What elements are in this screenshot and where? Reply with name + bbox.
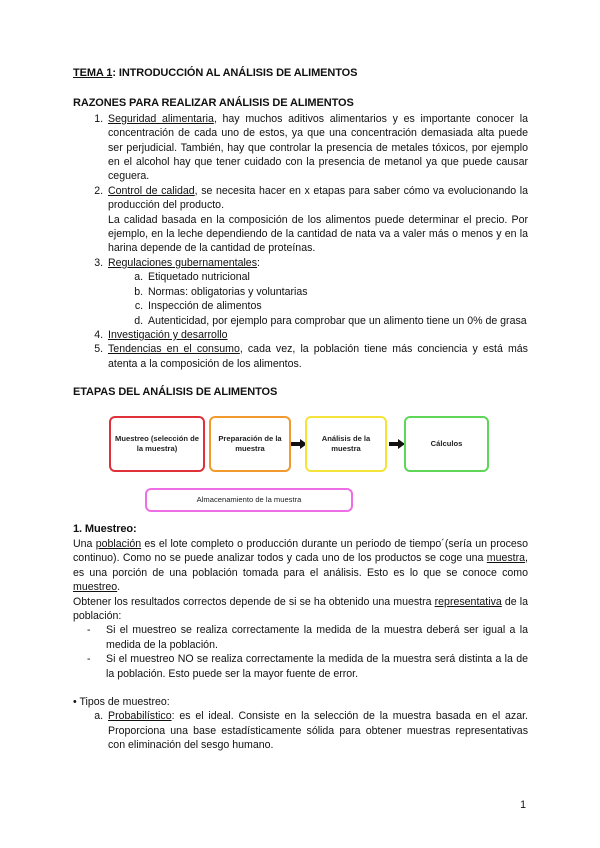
sub-item: a. Etiquetado nutricional: [146, 270, 528, 284]
list-item: [106, 709, 528, 752]
item-text: , hay muchos aditivos alimentarios y es importante conocer la concentración de cada uno de estos, ya que una concentración demasiada alta puede ser perjudicial. También, hay que controlar la presencia de metales tóxicos, por ejemplo en el alcohol hay que tener cuidado con la presencia de metanol ya que puede causar ceguera.: [108, 112, 528, 183]
flow-box-muestreo: Muestreo (selección de la muestra): [109, 416, 205, 472]
flow-box-preparacion: Preparación de la muestra: [209, 416, 291, 472]
flow-box-almacenamiento: Almacenamiento de la muestra: [145, 488, 353, 512]
tipos-heading: • Tipos de muestreo:: [73, 696, 170, 708]
list-item: [106, 342, 528, 371]
term-poblacion: población: [95, 537, 142, 550]
sub-item: d. Autenticidad, por ejemplo para comprobar que un alimento tiene un 0% de grasa: [146, 314, 528, 328]
term-muestra: muestra: [486, 552, 526, 565]
razones-heading: RAZONES PARA REALIZAR ANÁLISIS DE ALIMENTOS: [73, 97, 354, 110]
term-muestreo: muestreo: [73, 581, 118, 594]
title-rest: : INTRODUCCIÓN AL ANÁLISIS DE ALIMENTOS: [112, 67, 358, 79]
razones-list: [73, 112, 528, 371]
item-term: Seguridad alimentaria: [108, 112, 214, 125]
term-representativa: representativa: [434, 595, 502, 608]
sub-item: b. Normas: obligatorias y voluntarias: [146, 285, 528, 299]
document-page: [73, 66, 528, 753]
flow-box-calculos: Cálculos: [404, 416, 489, 472]
list-item: [106, 256, 528, 328]
etapas-flow-diagram: [73, 408, 528, 520]
item-text: La calidad basada en la composición de los alimentos puede determinar el precio. Por ejemplo, en la leche dependiendo de la cantidad de nata va a valer más o menos y en la harina depende de la cantidad de proteínas.: [108, 213, 528, 255]
item-term: Investigación y desarrollo: [108, 328, 228, 341]
regulaciones-sublist: [108, 270, 528, 328]
item-text: : es el ideal. Consiste en la selección de la muestra basada en el azar. Proporciona una base estadísticamente sólida para obtener muestras representativas con eliminación del sesgo humano.: [108, 710, 528, 752]
sub-item: c. Inspección de alimentos: [146, 299, 528, 313]
item-text: :: [257, 256, 260, 269]
muestreo-dash-list: [73, 623, 528, 681]
muestreo-paragraph-1: Una población es el lote completo o producción durante un periodo de tiempo´(sería un proceso continuo). Como no se puede analizar todos y cada uno de los productos se coge una muestra, es una porción de una población tomada para el análisis. Esto es lo que se conoce como muestreo.: [73, 537, 528, 594]
title-prefix: TEMA 1: [73, 67, 113, 79]
document-title: [73, 66, 528, 80]
item-term: Tendencias en el consumo: [108, 343, 240, 356]
arrow-right-icon: [389, 439, 405, 449]
list-item: - Si el muestreo se realiza correctamente la medida de la muestra deberá ser igual a la medida de la población.: [106, 623, 528, 652]
list-item: [106, 184, 528, 256]
tipos-list: [73, 709, 528, 752]
muestreo-paragraph-2: Obtener los resultados correctos depende de si se ha obtenido una muestra representativa de la población:: [73, 595, 528, 622]
muestreo-heading: 1. Muestreo:: [73, 522, 137, 535]
list-item: [106, 328, 528, 342]
list-item: - Si el muestreo NO se realiza correctamente la medida de la muestra será distinta a la de la población. Esto puede ser la mayor fuente de error.: [106, 652, 528, 681]
item-term: Control de calidad: [108, 184, 195, 197]
flow-box-analisis: Análisis de la muestra: [305, 416, 387, 472]
page-number: 1: [520, 799, 526, 811]
item-term: Probabilístico: [108, 710, 172, 723]
item-text: , se necesita hacer en x etapas para saber cómo va evolucionando la producción del producto.: [108, 184, 528, 212]
item-text: , cada vez, la población tiene más conciencia y está más atenta a la composición de los alimentos.: [108, 343, 528, 370]
etapas-heading: ETAPAS DEL ANÁLISIS DE ALIMENTOS: [73, 386, 278, 399]
item-term: Regulaciones gubernamentales: [108, 256, 258, 269]
list-item: [106, 112, 528, 184]
